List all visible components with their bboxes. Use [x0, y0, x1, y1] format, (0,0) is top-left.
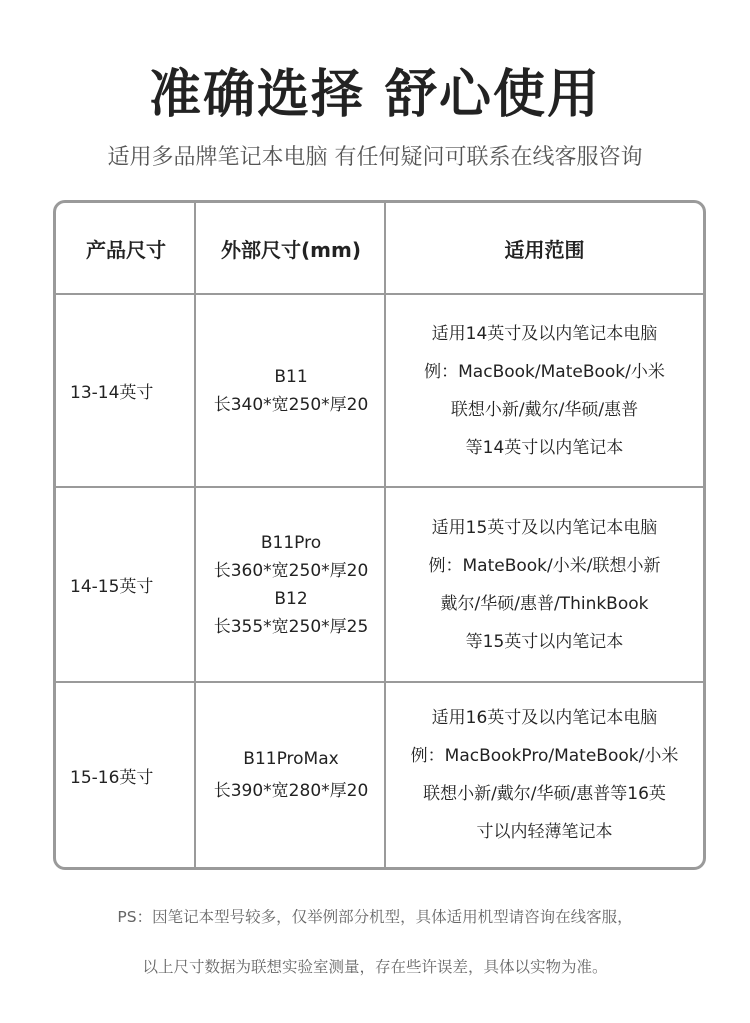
model-name: B11 [274, 366, 308, 387]
size-table [53, 200, 706, 870]
table-row [56, 683, 703, 867]
row-range [386, 683, 703, 867]
page-subtitle: 适用多品牌笔记本电脑 有任何疑问可联系在线客服咨询 [107, 145, 643, 170]
range-line: 等15英寸以内笔记本 [465, 631, 624, 652]
range-line: 例：MacBook/MateBook/小米 [424, 361, 665, 382]
row-range [386, 295, 703, 486]
table-row [56, 488, 703, 681]
footnote-line: 以上尺寸数据为联想实验室测量，存在些许误差，具体以实物为准。 [142, 958, 608, 976]
range-line: 戴尔/华硕/惠普/ThinkBook [440, 593, 649, 614]
range-line: 联想小新/戴尔/华硕/惠普 [450, 399, 639, 420]
table-header-row [56, 203, 703, 293]
header-product-size: 产品尺寸 [86, 237, 166, 262]
model-name: B11ProMax [243, 749, 339, 769]
range-line: 适用15英寸及以内笔记本电脑 [431, 517, 658, 538]
range-line: 例：MacBookPro/MateBook/小米 [410, 746, 679, 766]
range-line: 寸以内轻薄笔记本 [476, 822, 613, 842]
model-dimensions: 长390*宽280*厚20 [213, 781, 369, 801]
row-dimensions [196, 683, 386, 867]
row-range [386, 488, 703, 681]
range-line: 等14英寸以内笔记本 [465, 437, 624, 458]
range-line: 例：MateBook/小米/联想小新 [428, 555, 661, 576]
row-size: 14-15英寸 [70, 577, 154, 597]
range-line: 联想小新/戴尔/华硕/惠普等16英 [423, 784, 666, 804]
row-size: 15-16英寸 [70, 767, 154, 788]
model-dimensions: 长360*宽250*厚20 [213, 560, 369, 581]
model-name: B12 [274, 588, 308, 609]
row-dimensions [196, 295, 386, 486]
page-title: 准确选择 舒心使用 [148, 65, 602, 125]
footnote-line: PS：因笔记本型号较多，仅举例部分机型，具体适用机型请咨询在线客服， [117, 908, 633, 926]
model-dimensions: 长340*宽250*厚20 [213, 394, 369, 415]
model-name: B11Pro [260, 532, 322, 553]
header-applicable-range: 适用范围 [504, 237, 585, 262]
range-line: 适用14英寸及以内笔记本电脑 [431, 323, 658, 344]
model-dimensions: 长355*宽250*厚25 [213, 616, 369, 637]
header-outer-dimensions: 外部尺寸(mm) [221, 237, 361, 262]
row-size: 13-14英寸 [70, 383, 154, 403]
table-row [56, 295, 703, 486]
range-line: 适用16英寸及以内笔记本电脑 [431, 708, 658, 728]
row-dimensions [196, 488, 386, 681]
